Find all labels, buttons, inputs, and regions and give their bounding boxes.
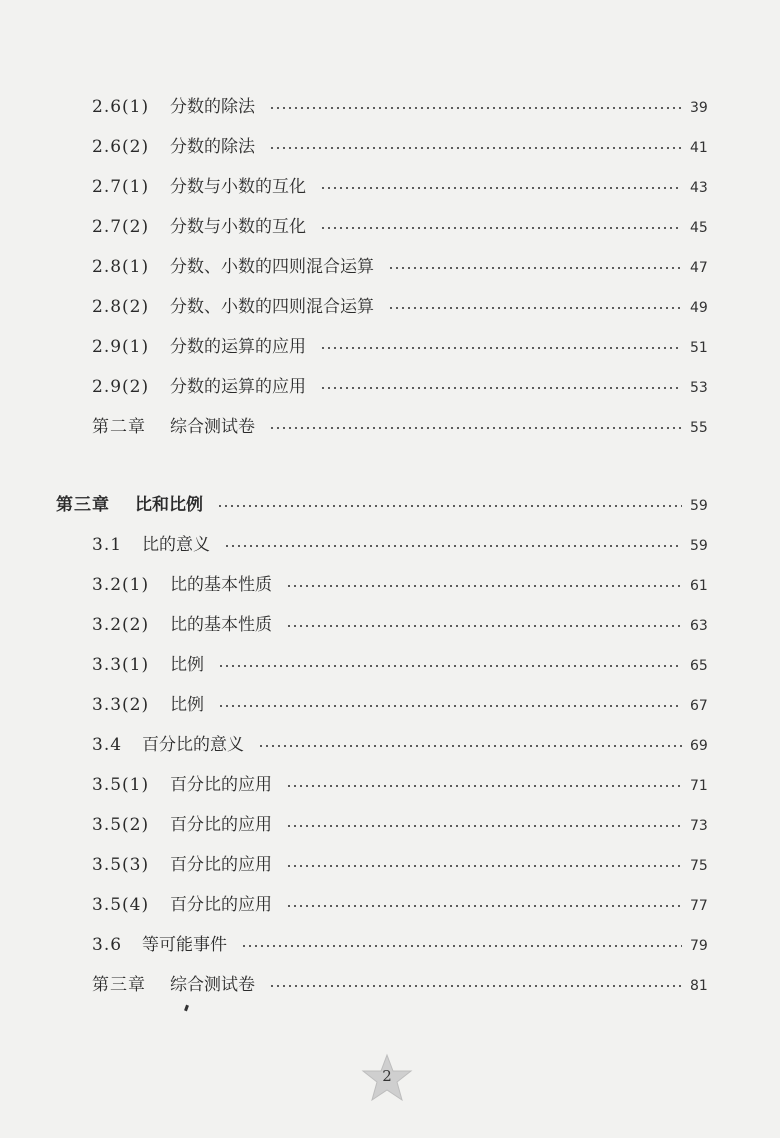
toc-entry-number: 3.6 (92, 935, 123, 955)
toc-entry-title: 分数的运算的应用 (170, 337, 306, 357)
toc-entry-page: 75 (690, 858, 708, 874)
dot-leader (269, 146, 682, 150)
toc-entry-page: 65 (690, 658, 708, 674)
toc-entry-page: 43 (690, 180, 708, 196)
toc-row[interactable] (0, 610, 780, 640)
toc-entry-number: 2.7(2) (92, 217, 150, 237)
toc-entry-title: 等可能事件 (142, 935, 227, 955)
toc-entry-title: 百分比的应用 (170, 775, 272, 795)
toc-entry-title: 比和比例 (135, 495, 203, 515)
toc-entry-title: 分数的除法 (170, 97, 255, 117)
ink-mark (184, 1005, 189, 1012)
dot-leader (269, 106, 682, 110)
toc-row[interactable] (0, 890, 780, 920)
toc-row[interactable] (0, 930, 780, 960)
toc-row[interactable] (0, 530, 780, 560)
toc-entry-number: 3.2(2) (92, 615, 150, 635)
toc-entry-title: 分数、小数的四则混合运算 (170, 297, 374, 317)
toc-entry-title: 综合测试卷 (170, 975, 255, 995)
dot-leader (286, 864, 682, 868)
toc-entry-title: 分数、小数的四则混合运算 (170, 257, 374, 277)
toc-entry-title: 分数的除法 (170, 137, 255, 157)
toc-entry-title: 比的基本性质 (170, 615, 272, 635)
dot-leader (224, 544, 682, 548)
dot-leader (286, 784, 682, 788)
toc-entry-number: 2.8(1) (92, 257, 150, 277)
toc-entry-page: 77 (690, 898, 708, 914)
dot-leader (241, 944, 682, 948)
toc-entry-page: 51 (690, 340, 708, 356)
toc-row[interactable] (0, 292, 780, 322)
dot-leader (388, 266, 682, 270)
toc-entry-number: 第三章 (56, 495, 110, 515)
toc-entry-number: 3.3(2) (92, 695, 150, 715)
dot-leader (286, 584, 682, 588)
dot-leader (218, 664, 682, 668)
toc-entry-page: 39 (690, 100, 708, 116)
toc-entry-title: 分数与小数的互化 (170, 177, 306, 197)
toc-entry-title: 分数与小数的互化 (170, 217, 306, 237)
dot-leader (286, 824, 682, 828)
toc-row[interactable] (0, 730, 780, 760)
dot-leader (258, 744, 682, 748)
dot-leader (320, 386, 682, 390)
toc-entry-number: 2.9(1) (92, 337, 150, 357)
toc-entry-page: 59 (690, 538, 708, 554)
toc-entry-number: 2.8(2) (92, 297, 150, 317)
toc-row[interactable] (0, 412, 780, 442)
toc-entry-page: 73 (690, 818, 708, 834)
toc-row[interactable] (0, 92, 780, 122)
toc-entry-title: 比的意义 (142, 535, 210, 555)
toc-row[interactable] (0, 970, 780, 1000)
toc-entry-number: 2.6(1) (92, 97, 150, 117)
dot-leader (269, 426, 682, 430)
dot-leader (269, 984, 682, 988)
dot-leader (320, 186, 682, 190)
toc-row[interactable] (0, 770, 780, 800)
toc-row[interactable] (0, 372, 780, 402)
toc-entry-number: 第二章 (92, 417, 146, 437)
toc-chapter-row[interactable] (0, 490, 780, 520)
toc-entry-page: 41 (690, 140, 708, 156)
toc-row[interactable] (0, 810, 780, 840)
dot-leader (286, 624, 682, 628)
toc-row[interactable] (0, 252, 780, 282)
toc-entry-page: 69 (690, 738, 708, 754)
toc-entry-title: 分数的运算的应用 (170, 377, 306, 397)
toc-entry-number: 3.4 (92, 735, 123, 755)
toc-entry-number: 3.2(1) (92, 575, 150, 595)
toc-entry-number: 3.5(3) (92, 855, 150, 875)
dot-leader (320, 226, 682, 230)
toc-row[interactable] (0, 132, 780, 162)
toc-row[interactable] (0, 172, 780, 202)
toc-entry-number: 3.5(1) (92, 775, 150, 795)
toc-row[interactable] (0, 332, 780, 362)
toc-entry-page: 53 (690, 380, 708, 396)
toc-entry-number: 第三章 (92, 975, 146, 995)
toc-entry-page: 81 (690, 978, 708, 994)
toc-entry-page: 71 (690, 778, 708, 794)
page-number: 2 (382, 1067, 392, 1085)
page-number-badge (361, 1053, 413, 1103)
toc-entry-page: 79 (690, 938, 708, 954)
toc-entry-page: 45 (690, 220, 708, 236)
toc-entry-number: 3.5(2) (92, 815, 150, 835)
toc-row[interactable] (0, 212, 780, 242)
toc-entry-page: 49 (690, 300, 708, 316)
toc-entry-number: 2.6(2) (92, 137, 150, 157)
toc-entry-title: 百分比的应用 (170, 895, 272, 915)
dot-leader (320, 346, 682, 350)
dot-leader (218, 704, 682, 708)
toc-row[interactable] (0, 690, 780, 720)
toc-entry-number: 3.1 (92, 535, 123, 555)
toc-entry-page: 55 (690, 420, 708, 436)
toc-entry-page: 63 (690, 618, 708, 634)
toc-entry-page: 59 (690, 498, 708, 514)
toc-row[interactable] (0, 570, 780, 600)
toc-entry-page: 47 (690, 260, 708, 276)
dot-leader (286, 904, 682, 908)
dot-leader (217, 504, 682, 508)
toc-entry-page: 67 (690, 698, 708, 714)
toc-entry-title: 百分比的应用 (170, 855, 272, 875)
toc-entry-title: 综合测试卷 (170, 417, 255, 437)
toc-entry-page: 61 (690, 578, 708, 594)
toc-entry-title: 百分比的应用 (170, 815, 272, 835)
toc-entry-number: 3.3(1) (92, 655, 150, 675)
toc-row[interactable] (0, 650, 780, 680)
toc-entry-number: 3.5(4) (92, 895, 150, 915)
toc-entry-title: 百分比的意义 (142, 735, 244, 755)
toc-entry-title: 比的基本性质 (170, 575, 272, 595)
toc-entry-number: 2.9(2) (92, 377, 150, 397)
toc-row[interactable] (0, 850, 780, 880)
toc-entry-title: 比例 (170, 695, 204, 715)
dot-leader (388, 306, 682, 310)
toc-entry-title: 比例 (170, 655, 204, 675)
toc-entry-number: 2.7(1) (92, 177, 150, 197)
